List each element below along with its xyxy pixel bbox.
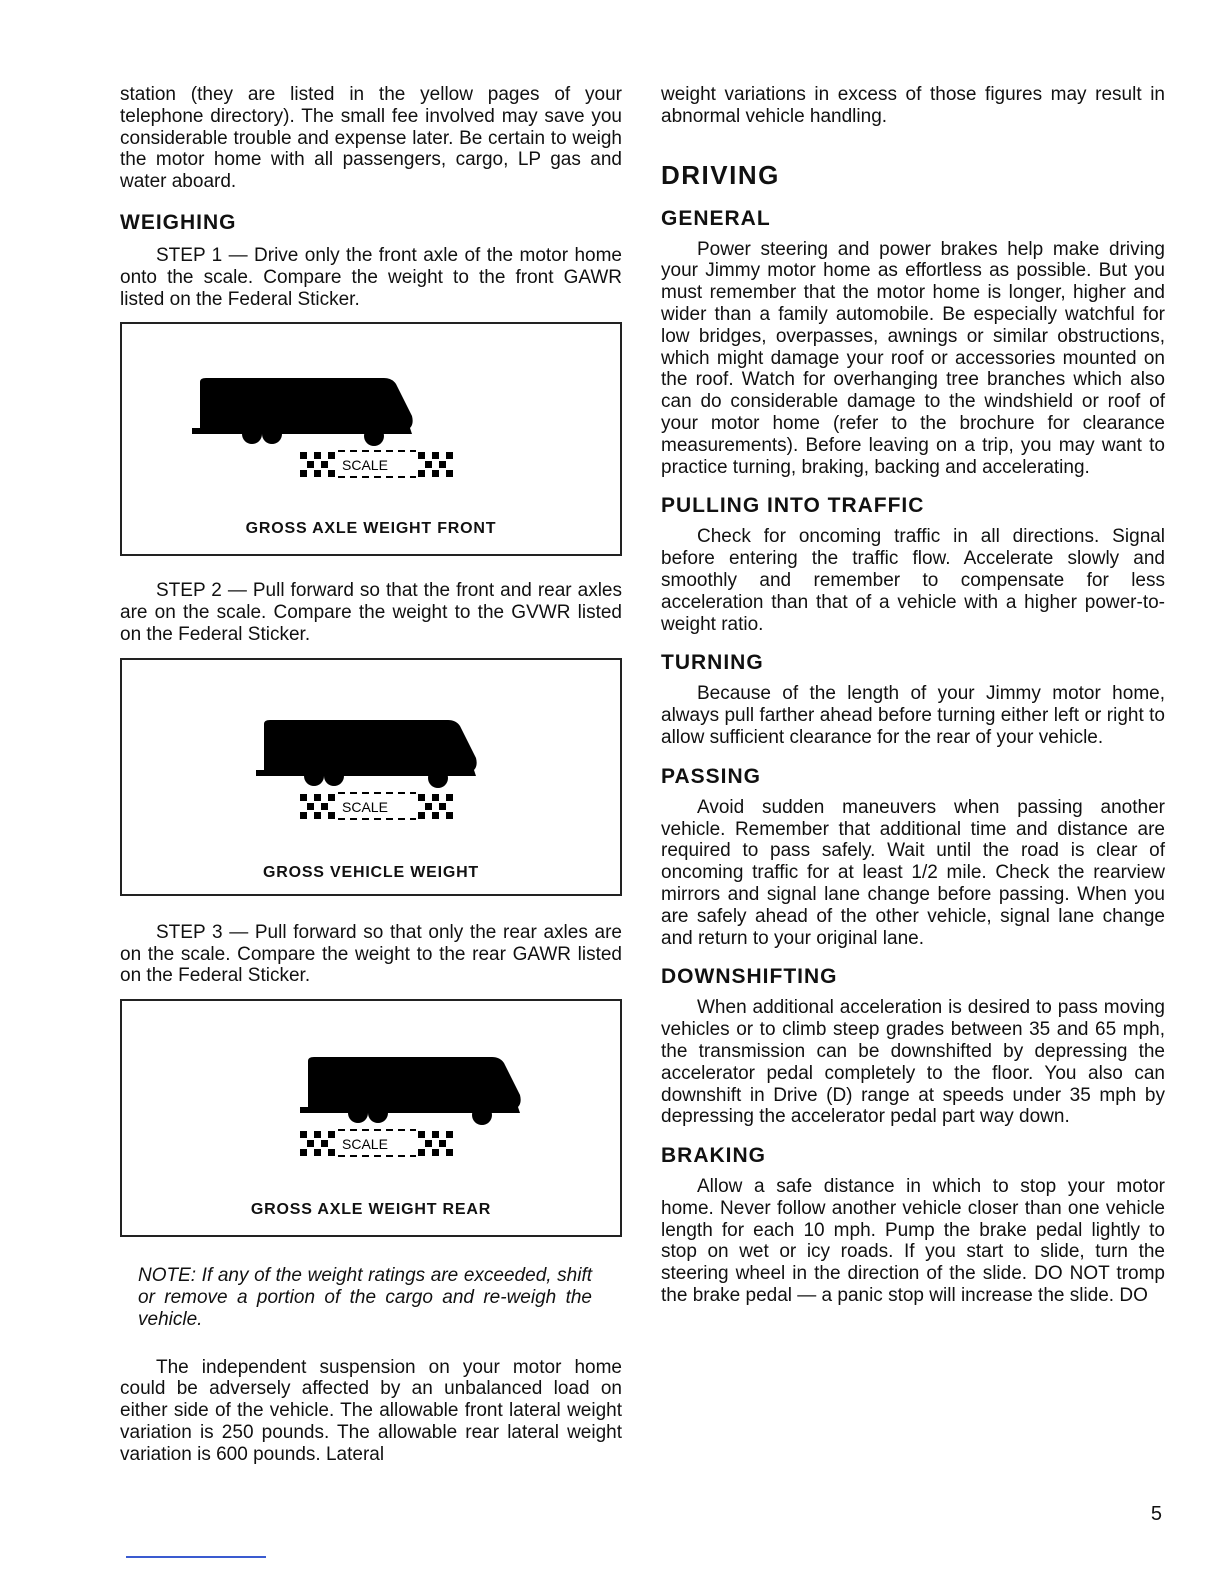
pulling-paragraph: Check for oncoming traffic in all directions. Signal before entering the traffic flow. Accelerate slowly and smoothly and remember to compensate for less acceleration than that of a vehicle with a higher power-to-weight ratio. — [661, 526, 1165, 635]
general-paragraph: Power steering and power brakes help make driving your Jimmy motor home as effortless as possible. But you must remember that the motor home is longer, higher and wider than a family automobile. Be especially watchful for low bridges, overpasses, awnings or similar obstructions, which might damage your roof or accessories mounted on the roof. Watch for overhanging tree branches which also can do considerable damage to the windshield or roof of your motor home (refer to the brochure for clearance measurements). Before leaving on a trip, you may want to practice turning, braking, backing and accelerating. — [661, 238, 1165, 478]
continuation-paragraph: weight variations in excess of those figures may result in abnormal vehicle handling. — [661, 84, 1165, 127]
figure-front-caption: GROSS AXLE WEIGHT FRONT — [245, 520, 497, 538]
motor-home-silhouette — [300, 1057, 521, 1125]
note-paragraph: NOTE: If any of the weight ratings are exceeded, shift or remove a portion of the cargo and re-weigh the vehicle. — [138, 1265, 592, 1330]
step3-paragraph: STEP 3 — Pull forward so that only the rear axles are on the scale. Compare the weight to the rear GAWR listed on the Federal Sticker. — [120, 921, 622, 987]
figure-front-axle — [120, 322, 622, 556]
gross-vehicle-illustration — [122, 660, 620, 894]
figure-gross-vehicle-caption: GROSS VEHICLE WEIGHT — [262, 863, 479, 881]
figure-rear-caption: GROSS AXLE WEIGHT REAR — [250, 1201, 492, 1219]
step1-paragraph: STEP 1 — Drive only the front axle of the motor home onto the scale. Compare the weight to the front GAWR listed on the Federal Sticker. — [120, 244, 622, 310]
right-column — [661, 84, 1165, 1307]
motor-home-silhouette — [256, 720, 477, 788]
motor-home-silhouette — [192, 378, 413, 446]
passing-heading: PASSING — [661, 764, 761, 788]
scale-label: SCALE — [342, 798, 388, 815]
pulling-heading: PULLING INTO TRAFFIC — [661, 494, 925, 518]
driving-heading: DRIVING — [661, 159, 780, 190]
figure-rear-axle — [120, 999, 622, 1237]
passing-paragraph: Avoid sudden maneuvers when passing another vehicle. Remember that additional time and distance are required to pass safely. Wait until the road is clear of oncoming traffic for at least 1/2 mile. Check the rearview mirrors and signal lane change before passing. When you are safely ahead of the other vehicle, signal lane change and return to your original lane. — [661, 796, 1165, 949]
downshifting-paragraph: When additional acceleration is desired to pass moving vehicles or to climb steep grades between 35 and 65 mph, the transmission can be downshifted by depressing the accelerator pedal completely to the floor. You also can downshift in Drive (D) range at speeds under 35 mph by depressing the accelerator pedal part way down. — [661, 997, 1165, 1128]
scale-platform — [300, 793, 453, 819]
downshifting-heading: DOWNSHIFTING — [661, 965, 838, 989]
general-heading: GENERAL — [661, 206, 771, 230]
turning-heading: TURNING — [661, 651, 764, 675]
scale-label: SCALE — [342, 457, 388, 474]
weighing-heading: WEIGHING — [120, 210, 237, 234]
scale-label: SCALE — [342, 1136, 388, 1153]
turning-paragraph: Because of the length of your Jimmy motor home, always pull farther ahead before turning either left or right to allow sufficient clearance for the rear of your vehicle. — [661, 683, 1165, 748]
scale-platform — [300, 451, 453, 477]
page-number: 5 — [1150, 1503, 1162, 1525]
step2-paragraph: STEP 2 — Pull forward so that the front and rear axles are on the scale. Compare the weight to the GVWR listed on the Federal Sticker. — [120, 580, 622, 645]
braking-paragraph: Allow a safe distance in which to stop your motor home. Never follow another vehicle closer than one vehicle length for each 10 mph. Pump the brake pedal lightly to stop on wet or icy roads. If you start to slide, turn the steering wheel in the direction of the slide. DO NOT tromp the brake pedal — a panic stop will increase the slide. DO — [661, 1176, 1165, 1307]
intro-paragraph: station (they are listed in the yellow pages of your telephone directory). The small fee involved may save you considerable trouble and expense later. Be certain to weigh the motor home with all passengers, cargo, LP gas and water aboard. — [120, 84, 622, 193]
braking-heading: BRAKING — [661, 1144, 766, 1168]
scale-platform — [300, 1130, 453, 1156]
footer-rule — [126, 1556, 266, 1558]
suspension-paragraph: The independent suspension on your motor home could be adversely affected by an unbalanced load on either side of the vehicle. The allowable front lateral weight variation is 250 pounds. The allowable rear lateral weight variation is 600 pounds. Lateral — [120, 1356, 622, 1465]
figure-gross-vehicle — [120, 658, 622, 896]
left-column — [120, 84, 622, 1466]
rear-axle-illustration — [122, 1001, 620, 1235]
